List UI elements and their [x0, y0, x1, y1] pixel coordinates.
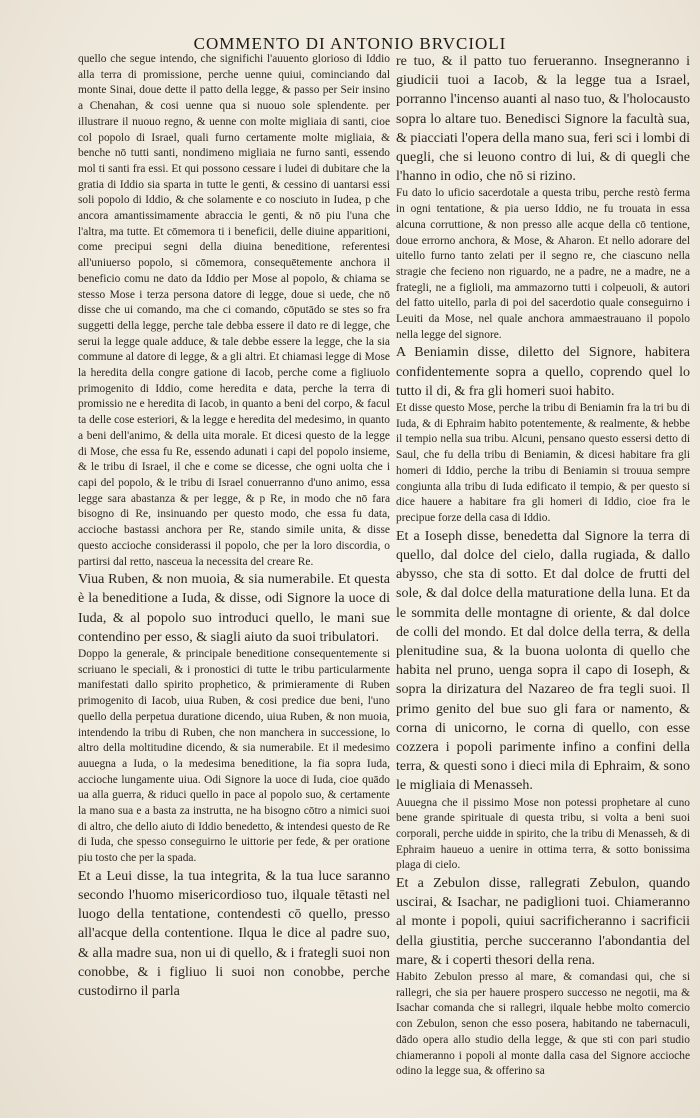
paragraph: quello che segue intendo, che significhi l'auuento glorioso di Iddio alla terra di promissione, perche uenne quiui, cominciando dal monte Sinai, doue dette il patto della legge, & passo per Seir insino a Chenahan, & cosi uenne qua si nuouo sole splendente. per illustrare il nuouo regno, & uenne con molte migliaia di santi, cioe col popolo di Israel, quali furno certamente molte migliaia, & benche nō tutti santi, nondimeno migliaia ne furno santi, essendo mol ti santi fra essi. Et qui possono cessare i ludei di dubitare che la gratia di Iddio sia sparta in tutte le genti, & cessino di uantarsi essi soli popolo di Iddio, & che solamente e co nosciuto in Iudea, p che ancora amantissimamente abraccia le genti, & nō piu l'una che l'altra, ma tutte. Et cōmemora ti i beneficii, delle diuine apparitioni, come precipui segni della diuina beneditione, referentesi all'uniuerso popolo, si cōmemora, consequētemente anchora il beneficio comu ne dato da Iddio per Mose al popolo, & chiama se stesso Mose i terza persona datore di legge, doue si uede, che nō disse che ui comando, ma che ci comando, cōputādo se stes so fra suggetti della legge, perche tale debba essere il dato re di legge, che serui la legge quale adduce, & tale debbe essere la legge, che la sia commune al datore di legge, & a gli altri. Et chiamasi legge di Mose la heredita della congre gatione di Iacob, perche come a figliuolo primogenito di Iddio, come heredita e data, perche la terra di promissio ne e heredita di Iacob, in quanto a beni del corpo, & facul ta delle cose esteriori, & la legge e heredita del medesimo, in quanto a beni dell'animo, & della uita morale. Et dicesi questo de la legge di Mose, che essa fu Re, essendo adunati i capi del popolo insieme, & le tribu di Israel, il che e come se dicesse, che ogni uolta che i capi del popolo, & le tribu di Israel conuerranno d'uno animo, essa legge sara abastanza & per legge, & p Re, in modo che nō fara bisogno di Re, insinuando per questo modo, che essa fu data, accioche bastassi anchora per Re, stando simile unita, & disse questo accioche considerassi il popolo, che per la loro discordia, o partirsi dal retto, nasceua la necessita del creare Re. [78, 53, 390, 568]
left-column [78, 52, 390, 1102]
paragraph: Viua Ruben, & non muoia, & sia numerabile. Et questa è la beneditione a Iuda, & disse, odi Signore la uoce di Iuda, & al popolo suo introduci quello, le mani sue contendino per esso, & siagli aiuto da suoi tribulatori. [78, 572, 390, 645]
running-title: COMMENTO DI ANTONIO BRVCIOLI [193, 34, 507, 53]
paragraph: re tuo, & il patto tuo ferueranno. Insegneranno i giudicii tuoi a Iacob, & la legge tua a Israel, porranno l'incenso auanti al naso tuo, & l'holocausto sopra lo altare tuo. Benedisci Signore la facultà sua, & piacciati l'opera della mano sua, feri sci i lombi di quegli, che si leuono contro di lui, & di quegli che l'hanno in odio, che nō si rizino. [396, 54, 690, 185]
paragraph: Habito Zebulon presso al mare, & comandasi qui, che si rallegri, che sia per hauere prospero successo ne negotii, ma & Isachar comanda che si rallegri, ilquale hebbe molto comercio con Zebulon, senon che esso posera, habitando ne tabernaculi, dādo opera allo studio della legge, & que sti con pari studio chiameranno i popoli al monte dalla casa del Signore accioche odino la legge sua, & offerino sa [396, 971, 690, 1078]
paragraph: Fu dato lo uficio sacerdotale a questa tribu, perche restò ferma in ogni tentatione, & pia uerso Iddio, ne fu trouata in essa alcuna corruttione, & non presso alle acque della cō tentione, doue errorno anchora, & Mose, & Aharon. Et nello adorare del uitello furno tanto zelati per il segno re, che ciascuno nella stragie che fecieno non riguardo, ne a padre, ne a madre, ne a frategli, ne a figlioli, ma ammazorno tutti i colpeuoli, & autori del fatto uitello, parla di poi del sacerdotio quale conseguirno i Leuiti da Mose, nel quale anchora ammaestrauano il popolo nella legge del signore. [396, 187, 690, 341]
paragraph: A Beniamin disse, diletto del Signore, habitera confidentemente sopra a quello, coprendo quel lo tutto il di, & fra gli homeri suoi habito. [396, 345, 690, 399]
paragraph: Auuegna che il pissimo Mose non potessi prophetare al cuno bene grande spirituale di questa tribu, si volta a beni suoi corporali, perche uidde in spirito, che la tribu di Menasseh, & di Ephraim haueuo a uenire in ottima terra, & sotto bonissima plaga di cielo. [396, 796, 690, 872]
paragraph: Doppo la generale, & principale beneditione consequentemente si scriuano le speciali, & i pronostici di tutte le tribu particularmente manifestati dallo spirito prophetico, & primieramente di Ruben primogenito di Iacob, uiua Ruben, & cosi predice due beni, l'uno quello della perpetua duratione dicendo, uiua Ruben, & non muoia, intendendo la tribu di Ruben, che non manchera in successione, lo altro della moltitudine dicendo, & sia numerabile. Et il medesimo auuegna a Iuda, o la medesima beneditione, la fia sopra Iuda, accioche lungamente uiua. Odi Signore la uoce di Iuda, cioe quādo ua alla guerra, & riduci quello in pace al popolo suo, & certamente la mano sua e a basta za instrutta, ne ha bisogno cōtro a nimici suoi di altro, che dello aiuto di Iddio benedetto, & intendesi questo de Re di Iuda, che spesso conseguirno le uittorie per fede, & per oratione piu tosto che per la spada. [78, 648, 390, 865]
paragraph: Et a Ioseph disse, benedetta dal Signore la terra di quello, dal dolce del cielo, dalla rugiada, & dallo abysso, che sta di sotto. Et dal dolce de frutti del sole, & dal dolce della maturatione della luna. Et da le sommita delle montagne di oriente, & dal dolce de colli del mondo. Et dal dolce della terra, & della plenitudine sua, & la buona uolonta di quello che habita nel pruno, uenga sopra il capo di Ioseph, & sopra la dirizatura del Nazareo de fra tegli suoi. Il primo genito del bue suo gli fara or namento, & corna di unicorno, le corna di quello, con esse cozzera i popoli parimente infino a confini della terra, & questi sono i dieci mila di Ephraim, & sono le migliaia di Menasseh. [396, 528, 690, 794]
paragraph: Et a Leui disse, la tua integrita, & la tua luce saranno secondo l'huomo misericordioso tuo, ilquale tētasti nel luogo della tentatione, contendesti cō quello, presso all'acque della contentione. Ilqua le dice al padre suo, & alla madre sua, non ui di quello, & i frategli suoi non conobbe, & i figliuo li suoi non conobbe, perche custodirno il parla [78, 868, 390, 1000]
paragraph: Et a Zebulon disse, rallegrati Zebulon, quando uscirai, & Isachar, ne padiglioni tuoi. Chiameranno al monte i popoli, quiui sacrificheranno i sacrificii della giustitia, perche succeranno l'abondantia del mare, & i coperti thesori della rena. [396, 876, 690, 968]
paragraph: Et disse questo Mose, perche la tribu di Beniamin fra la tri bu di Iuda, & di Ephraim habito potentemente, & realmente, & hebbe il tempio nella sua tribu. Alcuni, pensano questo essersi detto di Saul, che fu della tribu di Beniamin, & dicesi habitare fra gli homeri di Iddio, perche la tribu di Beniamin si trouua sempre congiunta alla tribu di Iuda edificato il tempio, & per questo si dice hauere a habitare fra gli homeri di Iddio, cioe fra le precipue forze della casa di Iddio. [396, 402, 690, 524]
right-column [396, 52, 690, 1102]
